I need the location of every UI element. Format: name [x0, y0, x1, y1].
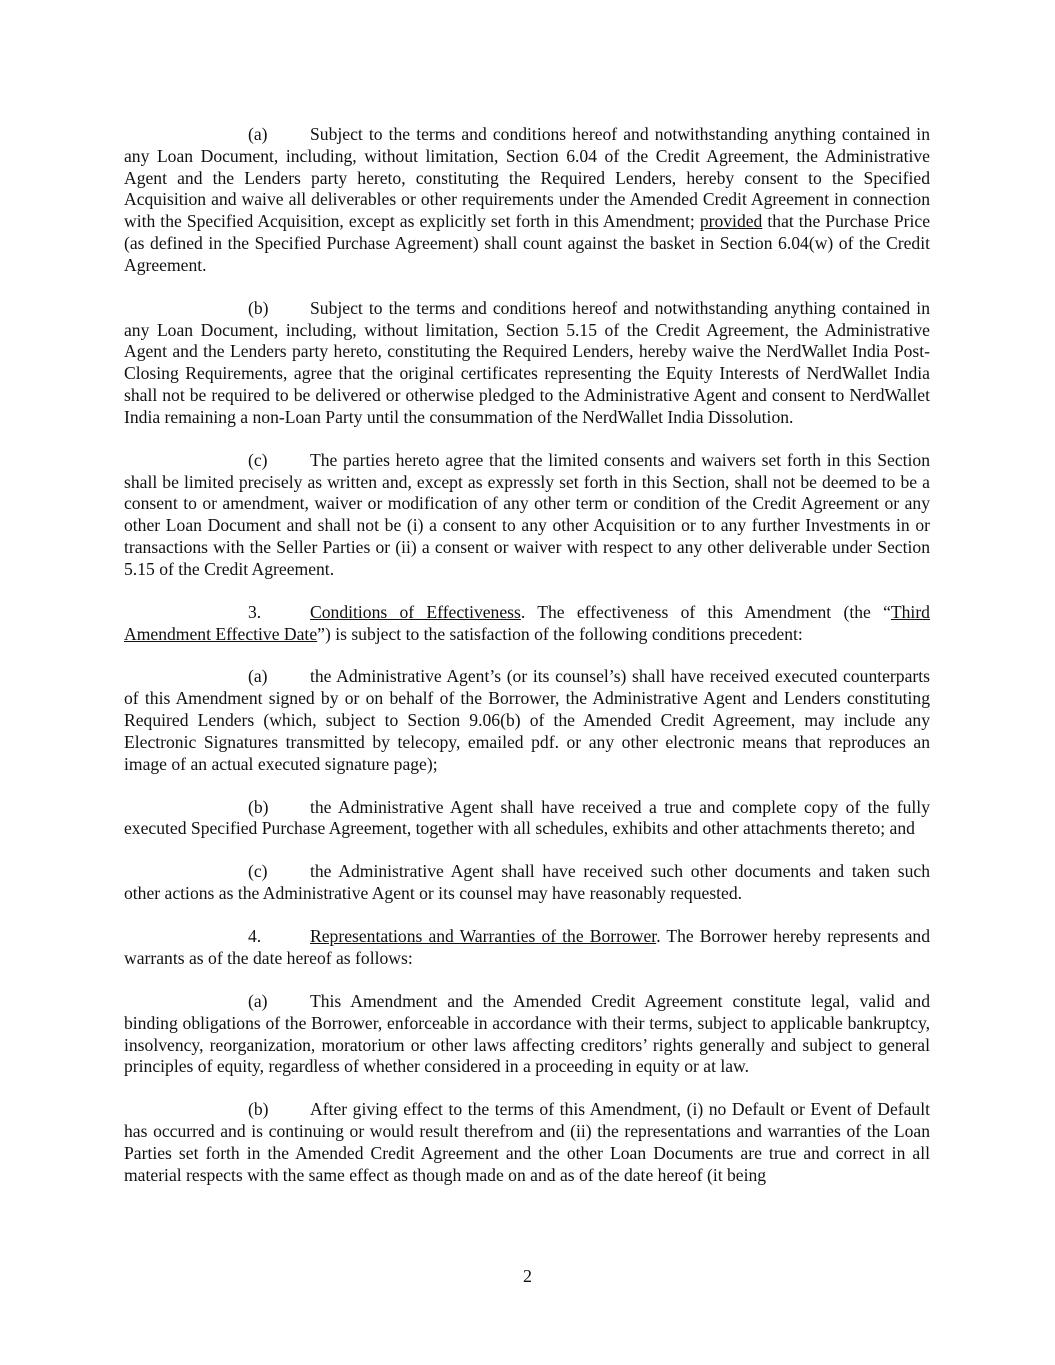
paragraph-text: Subject to the terms and conditions hereof and notwithstanding anything contained in any Loan Document, including, without limitation, Section 5.15 of the Credit Agreement, the Administrative Agent and the Lenders party hereto, constituting the Required Lenders, hereby waive the NerdWallet India Post-Closing Requirements, agree that the original certificates representing the Equity Interests of NerdWallet India shall not be required to be delivered or otherwise pledged to the Administrative Agent and consent to NerdWallet India remaining a non-Loan Party until the consummation of the NerdWallet India Dissolution.: [124, 297, 930, 427]
paragraph-3a-counterparts: [124, 666, 930, 775]
paragraph-text: After giving effect to the terms of this Amendment, (i) no Default or Event of Default has occurred and is continuing or would result therefrom and (ii) the representations and warranties of the Loan Parties set forth in the Amended Credit Agreement and the other Loan Documents are true and correct in all material respects with the same effect as though made on and as of the date hereof (it being: [124, 1099, 930, 1185]
paragraph-label: (a): [248, 124, 268, 144]
section-number: 4.: [248, 926, 262, 947]
paragraph-text: This Amendment and the Amended Credit Agreement constitute legal, valid and binding obligations of the Borrower, enforceable in accordance with their terms, subject to applicable bankruptcy, insolvency, reorganization, moratorium or other laws affecting creditors’ rights generally and subject to general principles of equity, regardless of whether considered in a proceeding in equity or at law.: [124, 991, 930, 1077]
paragraph-text: The parties hereto agree that the limited consents and waivers set forth in this Section shall be limited precisely as written and, except as expressly set forth in this Section, shall not be deemed to be a consent to or amendment, waiver or modification of any other term or condition of the Credit Agreement or any other Loan Document and shall not be (i) a consent to any other Acquisition or to any further Investments in or transactions with the Seller Parties or (ii) a consent or waiver with respect to any other deliverable under Section 5.15 of the Credit Agreement.: [124, 449, 930, 579]
section-heading: Conditions of Effectiveness: [310, 601, 521, 622]
section-number: 3.: [248, 601, 262, 622]
section-4-representations: [124, 926, 930, 970]
defined-term: Third Amendment Effective Date: [124, 601, 930, 644]
paragraph-2c-limitation: [124, 450, 930, 581]
paragraph-text-continued: that the Purchase Price (as defined in the Specified Purchase Agreement) shall count against the basket in Section 6.04(w) of the Credit Agreement.: [124, 211, 930, 275]
paragraph-4a-binding-obligations: [124, 991, 930, 1078]
document-page: [124, 124, 930, 1208]
section-3-conditions: [124, 602, 930, 646]
paragraph-3c-other-documents: [124, 861, 930, 905]
provided-term: provided: [699, 211, 763, 232]
paragraph-label: (c): [248, 861, 268, 882]
paragraph-label: (b): [248, 1099, 269, 1120]
paragraph-3b-purchase-agreement: [124, 797, 930, 841]
paragraph-2b-waiver: [124, 298, 930, 429]
paragraph-label: (c): [248, 449, 268, 470]
paragraph-label: (a): [248, 666, 268, 687]
paragraph-text: the Administrative Agent shall have received a true and complete copy of the fully executed Specified Purchase Agreement, together with all schedules, exhibits and other attachments thereto; and: [124, 796, 930, 839]
paragraph-text: . The Borrower hereby represents and warrants as of the date hereof as follows:: [124, 926, 930, 969]
paragraph-text-continued: ”) is subject to the satisfaction of the following conditions precedent:: [317, 623, 803, 644]
paragraph-label: (b): [248, 796, 269, 817]
paragraph-text: the Administrative Agent’s (or its counsel’s) shall have received executed counterparts of this Amendment signed by or on behalf of the Borrower, the Administrative Agent and Lenders constituting Required Lenders (which, subject to Section 9.06(b) of the Amended Credit Agreement, may include any Electronic Signatures transmitted by telecopy, emailed pdf. or any other electronic means that reproduces an image of an actual executed signature page);: [124, 666, 930, 774]
paragraph-4b-no-default: [124, 1099, 930, 1186]
paragraph-label: (a): [248, 991, 268, 1011]
paragraph-label: (b): [248, 297, 269, 318]
paragraph-text: Subject to the terms and conditions hereof and notwithstanding anything contained in any Loan Document, including, without limitation, Section 6.04 of the Credit Agreement, the Administrative Agent and the Lenders party hereto, constituting the Required Lenders, hereby consent to the Specified Acquisition and waive all deliverables or other requirements under the Amended Credit Agreement in connection with the Specified Acquisition, except as explicitly set forth in this Amendment;: [124, 124, 930, 232]
paragraph-2a-consent: [124, 124, 930, 277]
page-number: 2: [523, 1266, 532, 1286]
section-heading: Representations and Warranties of the Borrower: [310, 926, 657, 947]
paragraph-text: . The effectiveness of this Amendment (the “: [520, 601, 891, 622]
paragraph-text: the Administrative Agent shall have received such other documents and taken such other actions as the Administrative Agent or its counsel may have reasonably requested.: [124, 861, 930, 904]
